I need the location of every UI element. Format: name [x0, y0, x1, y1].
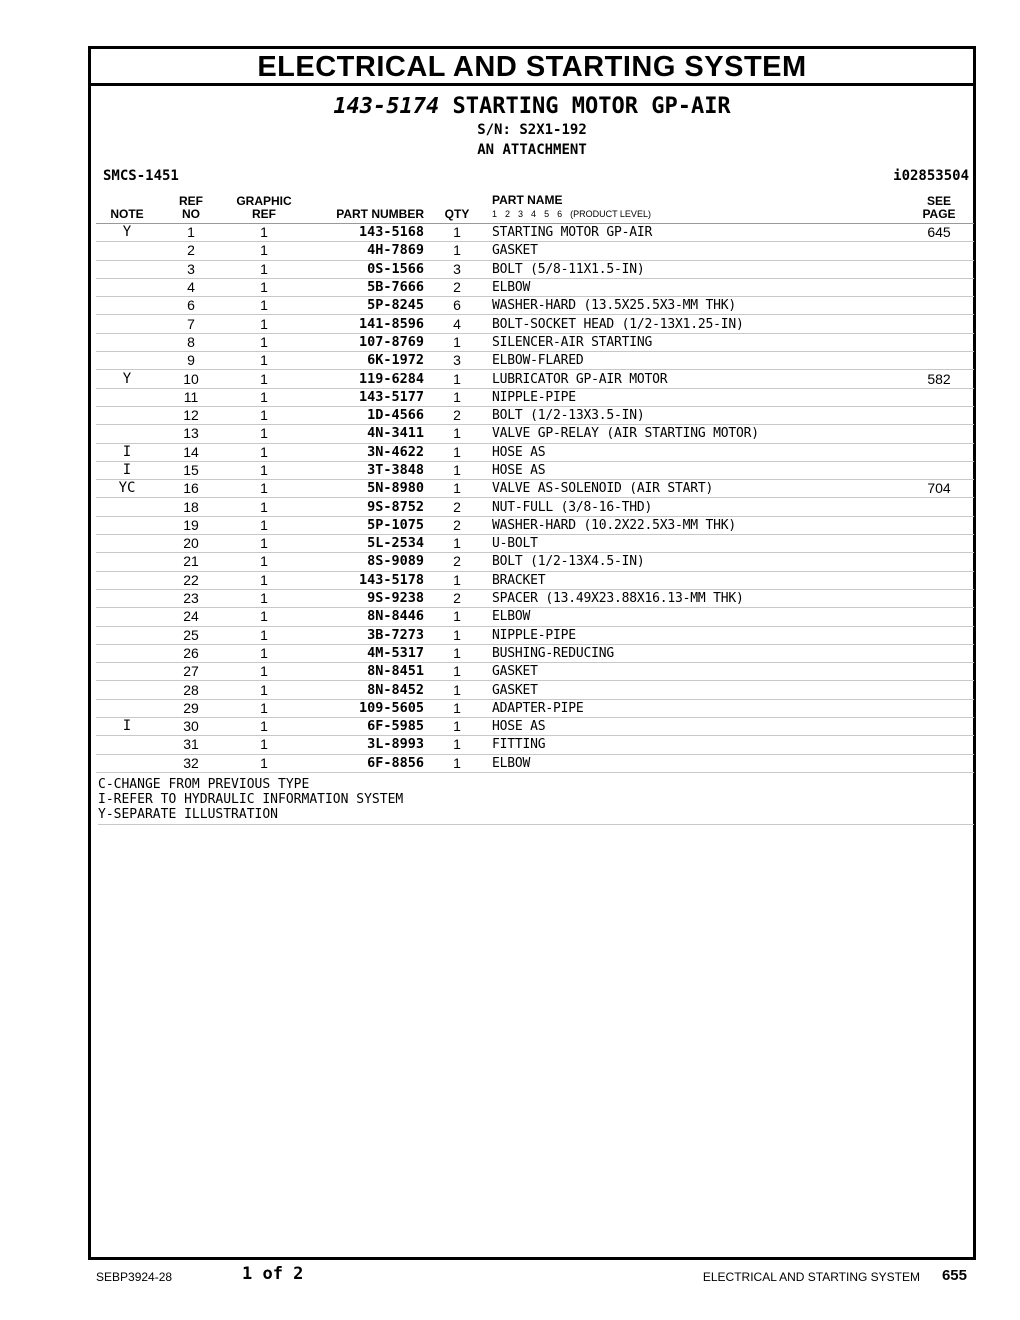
table-row: [96, 553, 974, 571]
row-part-number: 119-6284: [304, 370, 424, 388]
row-note: [96, 406, 158, 424]
row-see-page: [904, 297, 974, 315]
row-note: [96, 498, 158, 516]
row-qty: 1: [424, 608, 490, 626]
row-part-number: 3T-3848: [304, 461, 424, 479]
row-qty: 2: [424, 278, 490, 296]
row-note: Y: [96, 224, 158, 242]
row-part-name: ELBOW: [490, 608, 904, 626]
row-note: [96, 571, 158, 589]
row-qty: 1: [424, 242, 490, 260]
table-row: [96, 535, 974, 553]
row-part-number: 143-5177: [304, 388, 424, 406]
row-ref-no: 18: [158, 498, 224, 516]
row-part-name: ADAPTER-PIPE: [490, 699, 904, 717]
table-row: [96, 443, 974, 461]
row-ref-no: 22: [158, 571, 224, 589]
row-qty: 1: [424, 333, 490, 351]
row-note: [96, 388, 158, 406]
table-row: [96, 315, 974, 333]
row-see-page: [904, 333, 974, 351]
row-part-number: 5B-7666: [304, 278, 424, 296]
row-part-name: FITTING: [490, 736, 904, 754]
row-part-name: HOSE AS: [490, 443, 904, 461]
row-ref-no: 11: [158, 388, 224, 406]
legend-item: C-CHANGE FROM PREVIOUS TYPE: [98, 777, 310, 792]
row-see-page: [904, 718, 974, 736]
row-note: [96, 516, 158, 534]
row-part-name: GASKET: [490, 663, 904, 681]
row-part-number: 143-5168: [304, 224, 424, 242]
row-part-number: 9S-8752: [304, 498, 424, 516]
row-part-name: BOLT (1/2-13X4.5-IN): [490, 553, 904, 571]
row-see-page: [904, 260, 974, 278]
row-graphic-ref: 1: [224, 224, 304, 242]
row-part-number: 3N-4622: [304, 443, 424, 461]
row-ref-no: 15: [158, 461, 224, 479]
row-graphic-ref: 1: [224, 406, 304, 424]
row-graphic-ref: 1: [224, 699, 304, 717]
row-graphic-ref: 1: [224, 736, 304, 754]
row-note: I: [96, 718, 158, 736]
row-see-page: [904, 589, 974, 607]
product-level-scale: 1 2 3 4 5 6 (PRODUCT LEVEL): [492, 209, 651, 219]
col-qty: QTY: [424, 194, 490, 224]
row-qty: 1: [424, 224, 490, 242]
row-note: [96, 352, 158, 370]
table-row: [96, 406, 974, 424]
row-graphic-ref: 1: [224, 626, 304, 644]
table-row: [96, 370, 974, 388]
row-see-page: [904, 736, 974, 754]
row-ref-no: 14: [158, 443, 224, 461]
table-row: [96, 516, 974, 534]
col-note: NOTE: [96, 194, 158, 224]
row-ref-no: 24: [158, 608, 224, 626]
row-note: [96, 663, 158, 681]
row-part-name: LUBRICATOR GP-AIR MOTOR: [490, 370, 904, 388]
row-qty: 3: [424, 352, 490, 370]
row-note: [96, 608, 158, 626]
col-see-page: SEE PAGE: [904, 194, 974, 224]
row-ref-no: 16: [158, 480, 224, 498]
row-part-number: 6K-1972: [304, 352, 424, 370]
row-part-name: NIPPLE-PIPE: [490, 388, 904, 406]
row-part-number: 8S-9089: [304, 553, 424, 571]
row-qty: 1: [424, 443, 490, 461]
serial-number: S/N: S2X1-192: [477, 122, 587, 138]
row-ref-no: 7: [158, 315, 224, 333]
row-note: [96, 589, 158, 607]
row-ref-no: 13: [158, 425, 224, 443]
row-qty: 1: [424, 571, 490, 589]
row-graphic-ref: 1: [224, 480, 304, 498]
parts-table: [96, 194, 974, 773]
row-see-page: [904, 681, 974, 699]
row-graphic-ref: 1: [224, 242, 304, 260]
table-row: [96, 608, 974, 626]
row-note: [96, 736, 158, 754]
row-part-name: BUSHING-REDUCING: [490, 644, 904, 662]
row-note: [96, 425, 158, 443]
row-graphic-ref: 1: [224, 589, 304, 607]
row-part-name: SILENCER-AIR STARTING: [490, 333, 904, 351]
row-note: [96, 754, 158, 772]
row-ref-no: 10: [158, 370, 224, 388]
row-ref-no: 21: [158, 553, 224, 571]
code-row: [91, 168, 973, 190]
row-note: [96, 626, 158, 644]
row-note: [96, 242, 158, 260]
col-part-name: PART NAME 1 2 3 4 5 6 (PRODUCT LEVEL): [490, 194, 904, 224]
row-see-page: [904, 315, 974, 333]
row-graphic-ref: 1: [224, 553, 304, 571]
row-note: [96, 699, 158, 717]
row-note: [96, 644, 158, 662]
row-ref-no: 29: [158, 699, 224, 717]
table-row: [96, 754, 974, 772]
row-see-page: [904, 699, 974, 717]
table-body: [96, 224, 974, 773]
row-see-page: [904, 608, 974, 626]
table-row: [96, 260, 974, 278]
row-graphic-ref: 1: [224, 461, 304, 479]
table-row: [96, 224, 974, 242]
row-ref-no: 28: [158, 681, 224, 699]
col-graphic-ref: GRAPHIC REF: [224, 194, 304, 224]
row-part-number: 5P-8245: [304, 297, 424, 315]
table-row: [96, 718, 974, 736]
row-qty: 1: [424, 754, 490, 772]
row-see-page: [904, 461, 974, 479]
row-part-name: VALVE AS-SOLENOID (AIR START): [490, 480, 904, 498]
row-qty: 2: [424, 406, 490, 424]
row-ref-no: 26: [158, 644, 224, 662]
table-row: [96, 626, 974, 644]
row-ref-no: 3: [158, 260, 224, 278]
table-row: [96, 278, 974, 296]
table-row: [96, 352, 974, 370]
row-part-name: ELBOW: [490, 754, 904, 772]
row-see-page: [904, 553, 974, 571]
row-part-name: VALVE GP-RELAY (AIR STARTING MOTOR): [490, 425, 904, 443]
row-part-number: 6F-8856: [304, 754, 424, 772]
row-part-name: HOSE AS: [490, 461, 904, 479]
table-row: [96, 571, 974, 589]
row-part-number: 141-8596: [304, 315, 424, 333]
row-see-page: [904, 754, 974, 772]
row-ref-no: 1: [158, 224, 224, 242]
row-ref-no: 20: [158, 535, 224, 553]
row-part-number: 8N-8452: [304, 681, 424, 699]
page-frame: [88, 46, 976, 1260]
row-see-page: [904, 516, 974, 534]
row-note: I: [96, 443, 158, 461]
table-row: [96, 644, 974, 662]
row-qty: 1: [424, 663, 490, 681]
row-note: [96, 535, 158, 553]
row-note: [96, 681, 158, 699]
row-graphic-ref: 1: [224, 425, 304, 443]
row-part-number: 6F-5985: [304, 718, 424, 736]
row-note: I: [96, 461, 158, 479]
row-note: [96, 260, 158, 278]
row-see-page: [904, 571, 974, 589]
table-row: [96, 589, 974, 607]
row-part-number: 8N-8451: [304, 663, 424, 681]
row-see-page: [904, 352, 974, 370]
row-part-name: NUT-FULL (3/8-16-THD): [490, 498, 904, 516]
row-note: YC: [96, 480, 158, 498]
row-part-name: ELBOW: [490, 278, 904, 296]
row-part-name: SPACER (13.49X23.88X16.13-MM THK): [490, 589, 904, 607]
note-legend: [98, 777, 974, 825]
row-ref-no: 23: [158, 589, 224, 607]
row-qty: 2: [424, 589, 490, 607]
smcs-code: SMCS-1451: [103, 168, 179, 184]
row-see-page: [904, 626, 974, 644]
row-part-name: U-BOLT: [490, 535, 904, 553]
row-qty: 1: [424, 370, 490, 388]
row-part-name: NIPPLE-PIPE: [490, 626, 904, 644]
row-part-name: BOLT (1/2-13X3.5-IN): [490, 406, 904, 424]
row-part-number: 1D-4566: [304, 406, 424, 424]
row-part-number: 0S-1566: [304, 260, 424, 278]
table-row: [96, 333, 974, 351]
row-note: Y: [96, 370, 158, 388]
row-graphic-ref: 1: [224, 498, 304, 516]
row-ref-no: 30: [158, 718, 224, 736]
row-ref-no: 25: [158, 626, 224, 644]
row-graphic-ref: 1: [224, 443, 304, 461]
table-row: [96, 480, 974, 498]
row-part-name: ELBOW-FLARED: [490, 352, 904, 370]
row-part-number: 143-5178: [304, 571, 424, 589]
table-row: [96, 425, 974, 443]
page-number: 655: [941, 1267, 967, 1284]
row-ref-no: 31: [158, 736, 224, 754]
row-qty: 1: [424, 699, 490, 717]
row-graphic-ref: 1: [224, 315, 304, 333]
row-graphic-ref: 1: [224, 370, 304, 388]
row-qty: 2: [424, 516, 490, 534]
row-graphic-ref: 1: [224, 388, 304, 406]
row-qty: 2: [424, 553, 490, 571]
row-part-name: HOSE AS: [490, 718, 904, 736]
row-graphic-ref: 1: [224, 754, 304, 772]
row-qty: 1: [424, 626, 490, 644]
row-graphic-ref: 1: [224, 718, 304, 736]
row-graphic-ref: 1: [224, 663, 304, 681]
footer-section: ELECTRICAL AND STARTING SYSTEM: [702, 1270, 920, 1284]
table-row: [96, 388, 974, 406]
row-qty: 1: [424, 388, 490, 406]
row-part-name: STARTING MOTOR GP-AIR: [490, 224, 904, 242]
row-graphic-ref: 1: [224, 681, 304, 699]
row-part-number: 4H-7869: [304, 242, 424, 260]
row-part-number: 3B-7273: [304, 626, 424, 644]
row-part-number: 4N-3411: [304, 425, 424, 443]
row-graphic-ref: 1: [224, 333, 304, 351]
row-ref-no: 8: [158, 333, 224, 351]
table-row: [96, 242, 974, 260]
row-see-page: [904, 242, 974, 260]
document-id: SEBP3924-28: [96, 1270, 173, 1284]
attachment-label: AN ATTACHMENT: [477, 142, 587, 158]
row-ref-no: 2: [158, 242, 224, 260]
row-qty: 4: [424, 315, 490, 333]
group-title: [91, 94, 973, 120]
row-part-number: 5L-2534: [304, 535, 424, 553]
col-ref-no: REF NO: [158, 194, 224, 224]
row-see-page: 645: [904, 224, 974, 242]
row-graphic-ref: 1: [224, 260, 304, 278]
row-part-number: 5N-8980: [304, 480, 424, 498]
row-graphic-ref: 1: [224, 608, 304, 626]
row-graphic-ref: 1: [224, 297, 304, 315]
row-ref-no: 9: [158, 352, 224, 370]
row-see-page: [904, 535, 974, 553]
row-see-page: 582: [904, 370, 974, 388]
row-graphic-ref: 1: [224, 644, 304, 662]
row-note: [96, 315, 158, 333]
page-footer: [0, 1264, 1020, 1288]
row-qty: 1: [424, 480, 490, 498]
row-part-number: 4M-5317: [304, 644, 424, 662]
row-part-name: GASKET: [490, 242, 904, 260]
row-qty: 1: [424, 736, 490, 754]
table-row: [96, 498, 974, 516]
row-ref-no: 27: [158, 663, 224, 681]
row-ref-no: 19: [158, 516, 224, 534]
row-qty: 1: [424, 718, 490, 736]
row-ref-no: 6: [158, 297, 224, 315]
row-see-page: [904, 425, 974, 443]
row-note: [96, 553, 158, 571]
col-part-number: PART NUMBER: [304, 194, 424, 224]
row-qty: 1: [424, 644, 490, 662]
row-part-name: WASHER-HARD (13.5X25.5X3-MM THK): [490, 297, 904, 315]
table-row: [96, 461, 974, 479]
table-row: [96, 699, 974, 717]
row-qty: 1: [424, 425, 490, 443]
section-title: ELECTRICAL AND STARTING SYSTEM: [91, 49, 973, 86]
row-see-page: [904, 406, 974, 424]
group-header: [91, 86, 973, 160]
row-graphic-ref: 1: [224, 278, 304, 296]
row-see-page: [904, 278, 974, 296]
legend-item: Y-SEPARATE ILLUSTRATION: [98, 807, 279, 822]
row-qty: 3: [424, 260, 490, 278]
row-qty: 1: [424, 461, 490, 479]
row-qty: 1: [424, 535, 490, 553]
table-row: [96, 297, 974, 315]
row-note: [96, 333, 158, 351]
row-part-number: 107-8769: [304, 333, 424, 351]
row-ref-no: 12: [158, 406, 224, 424]
row-graphic-ref: 1: [224, 352, 304, 370]
row-ref-no: 32: [158, 754, 224, 772]
table-header-row: [96, 194, 974, 224]
row-part-number: 5P-1075: [304, 516, 424, 534]
legend-item: I-REFER TO HYDRAULIC INFORMATION SYSTEM: [98, 792, 404, 807]
row-qty: 1: [424, 681, 490, 699]
row-note: [96, 278, 158, 296]
row-graphic-ref: 1: [224, 516, 304, 534]
page-of-indicator: 1 of 2: [242, 1264, 304, 1284]
group-number: 143-5174: [333, 94, 440, 119]
row-graphic-ref: 1: [224, 571, 304, 589]
illustration-id: i02853504: [893, 168, 969, 184]
group-name: STARTING MOTOR GP-AIR: [452, 94, 731, 119]
row-see-page: [904, 498, 974, 516]
row-qty: 6: [424, 297, 490, 315]
row-part-name: BOLT (5/8-11X1.5-IN): [490, 260, 904, 278]
table-row: [96, 736, 974, 754]
row-part-number: 8N-8446: [304, 608, 424, 626]
row-see-page: [904, 443, 974, 461]
row-see-page: [904, 663, 974, 681]
row-see-page: 704: [904, 480, 974, 498]
row-part-name: BOLT-SOCKET HEAD (1/2-13X1.25-IN): [490, 315, 904, 333]
row-part-number: 109-5605: [304, 699, 424, 717]
row-see-page: [904, 644, 974, 662]
row-ref-no: 4: [158, 278, 224, 296]
row-qty: 2: [424, 498, 490, 516]
row-part-name: GASKET: [490, 681, 904, 699]
row-note: [96, 297, 158, 315]
row-part-name: BRACKET: [490, 571, 904, 589]
row-part-number: 3L-8993: [304, 736, 424, 754]
row-graphic-ref: 1: [224, 535, 304, 553]
table-row: [96, 681, 974, 699]
row-see-page: [904, 388, 974, 406]
row-part-number: 9S-9238: [304, 589, 424, 607]
row-part-name: WASHER-HARD (10.2X22.5X3-MM THK): [490, 516, 904, 534]
table-row: [96, 663, 974, 681]
